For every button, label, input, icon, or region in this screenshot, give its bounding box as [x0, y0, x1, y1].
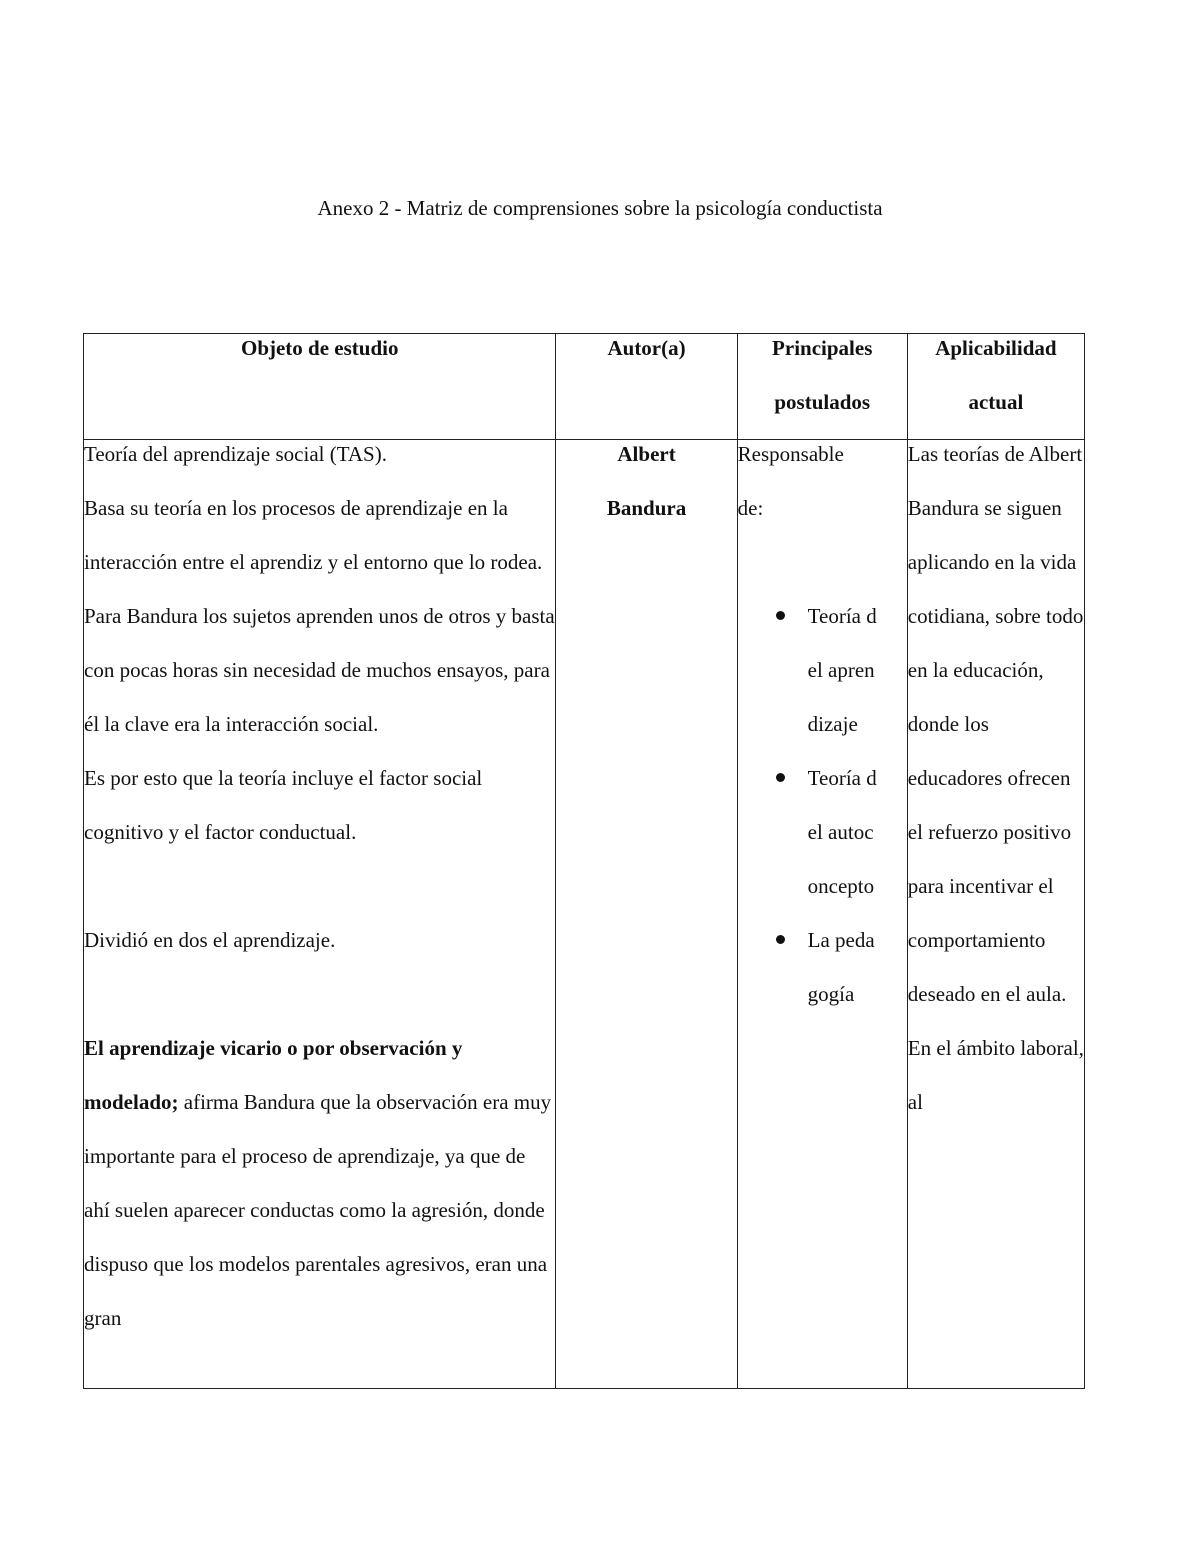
bullet-icon	[776, 773, 785, 782]
cell-autor	[556, 440, 737, 1389]
header-aplicabilidad-label: Aplicabilidad actual	[935, 336, 1057, 414]
table-row	[84, 440, 1085, 1389]
objeto-paragraph-4: Dividió en dos el aprendizaje.	[84, 928, 336, 952]
header-aplicabilidad	[907, 334, 1084, 440]
cell-objeto	[84, 440, 556, 1389]
bullet-icon	[776, 935, 785, 944]
document-title: Anexo 2 - Matriz de comprensiones sobre la psicología conductista	[317, 196, 883, 220]
header-autor	[556, 334, 737, 440]
autor-name: Albert Bandura	[606, 442, 687, 520]
postulados-intro: Responsable de:	[737, 442, 844, 520]
postulados-list	[738, 589, 907, 1021]
objeto-paragraph-5-bold: El aprendizaje vicario o por observación y modelado;	[84, 1036, 463, 1114]
header-postulados	[737, 334, 907, 440]
table-header-row	[84, 334, 1085, 440]
blank-line	[84, 967, 555, 1021]
objeto-paragraph-5	[84, 1021, 555, 1345]
objeto-paragraph-2: Basa su teoría en los procesos de aprendizaje en la interacción entre el aprendiz y el entorno que lo rodea. Para Bandura los sujetos aprenden unos de otros y basta con pocas horas sin necesidad de muchos ensayos, para él la clave era la interacción social.	[84, 496, 555, 736]
objeto-paragraph-3: Es por esto que la teoría incluye el factor social cognitivo y el factor conductual.	[84, 766, 483, 844]
blank-line	[84, 859, 555, 913]
list-item	[738, 751, 884, 913]
cell-postulados	[737, 440, 907, 1389]
objeto-paragraph-5-text: afirma Bandura que la observación era muy importante para el proceso de aprendizaje, ya que de ahí suelen aparecer conductas como la agresión, donde dispuso que los modelos parentales agresivos, eran una gran	[84, 1090, 552, 1330]
header-objeto	[84, 334, 556, 440]
comprehension-matrix-table	[83, 333, 1085, 1389]
aplicabilidad-paragraph-2: En el ámbito laboral, al	[907, 1036, 1084, 1114]
blank-line	[738, 535, 907, 589]
header-objeto-label: Objeto de estudio	[240, 336, 399, 360]
cell-aplicabilidad	[907, 440, 1084, 1389]
bullet-icon	[776, 611, 785, 620]
postulado-item-1: Teoría del aprendizaje	[807, 604, 877, 736]
header-postulados-label: Principales postulados	[772, 336, 873, 414]
postulado-item-2: Teoría del autoconcepto	[807, 766, 877, 898]
list-item	[738, 589, 884, 751]
header-autor-label: Autor(a)	[607, 336, 686, 360]
list-item	[738, 913, 884, 1021]
postulado-item-3: La pedagogía	[807, 928, 875, 1006]
objeto-paragraph-1: Teoría del aprendizaje social (TAS).	[84, 442, 387, 466]
aplicabilidad-paragraph-1: Las teorías de Albert Bandura se siguen aplicando en la vida cotidiana, sobre todo en la educación, donde los educadores ofrecen el refuerzo positivo para incentivar el comportamiento deseado en el aula.	[907, 442, 1084, 1006]
